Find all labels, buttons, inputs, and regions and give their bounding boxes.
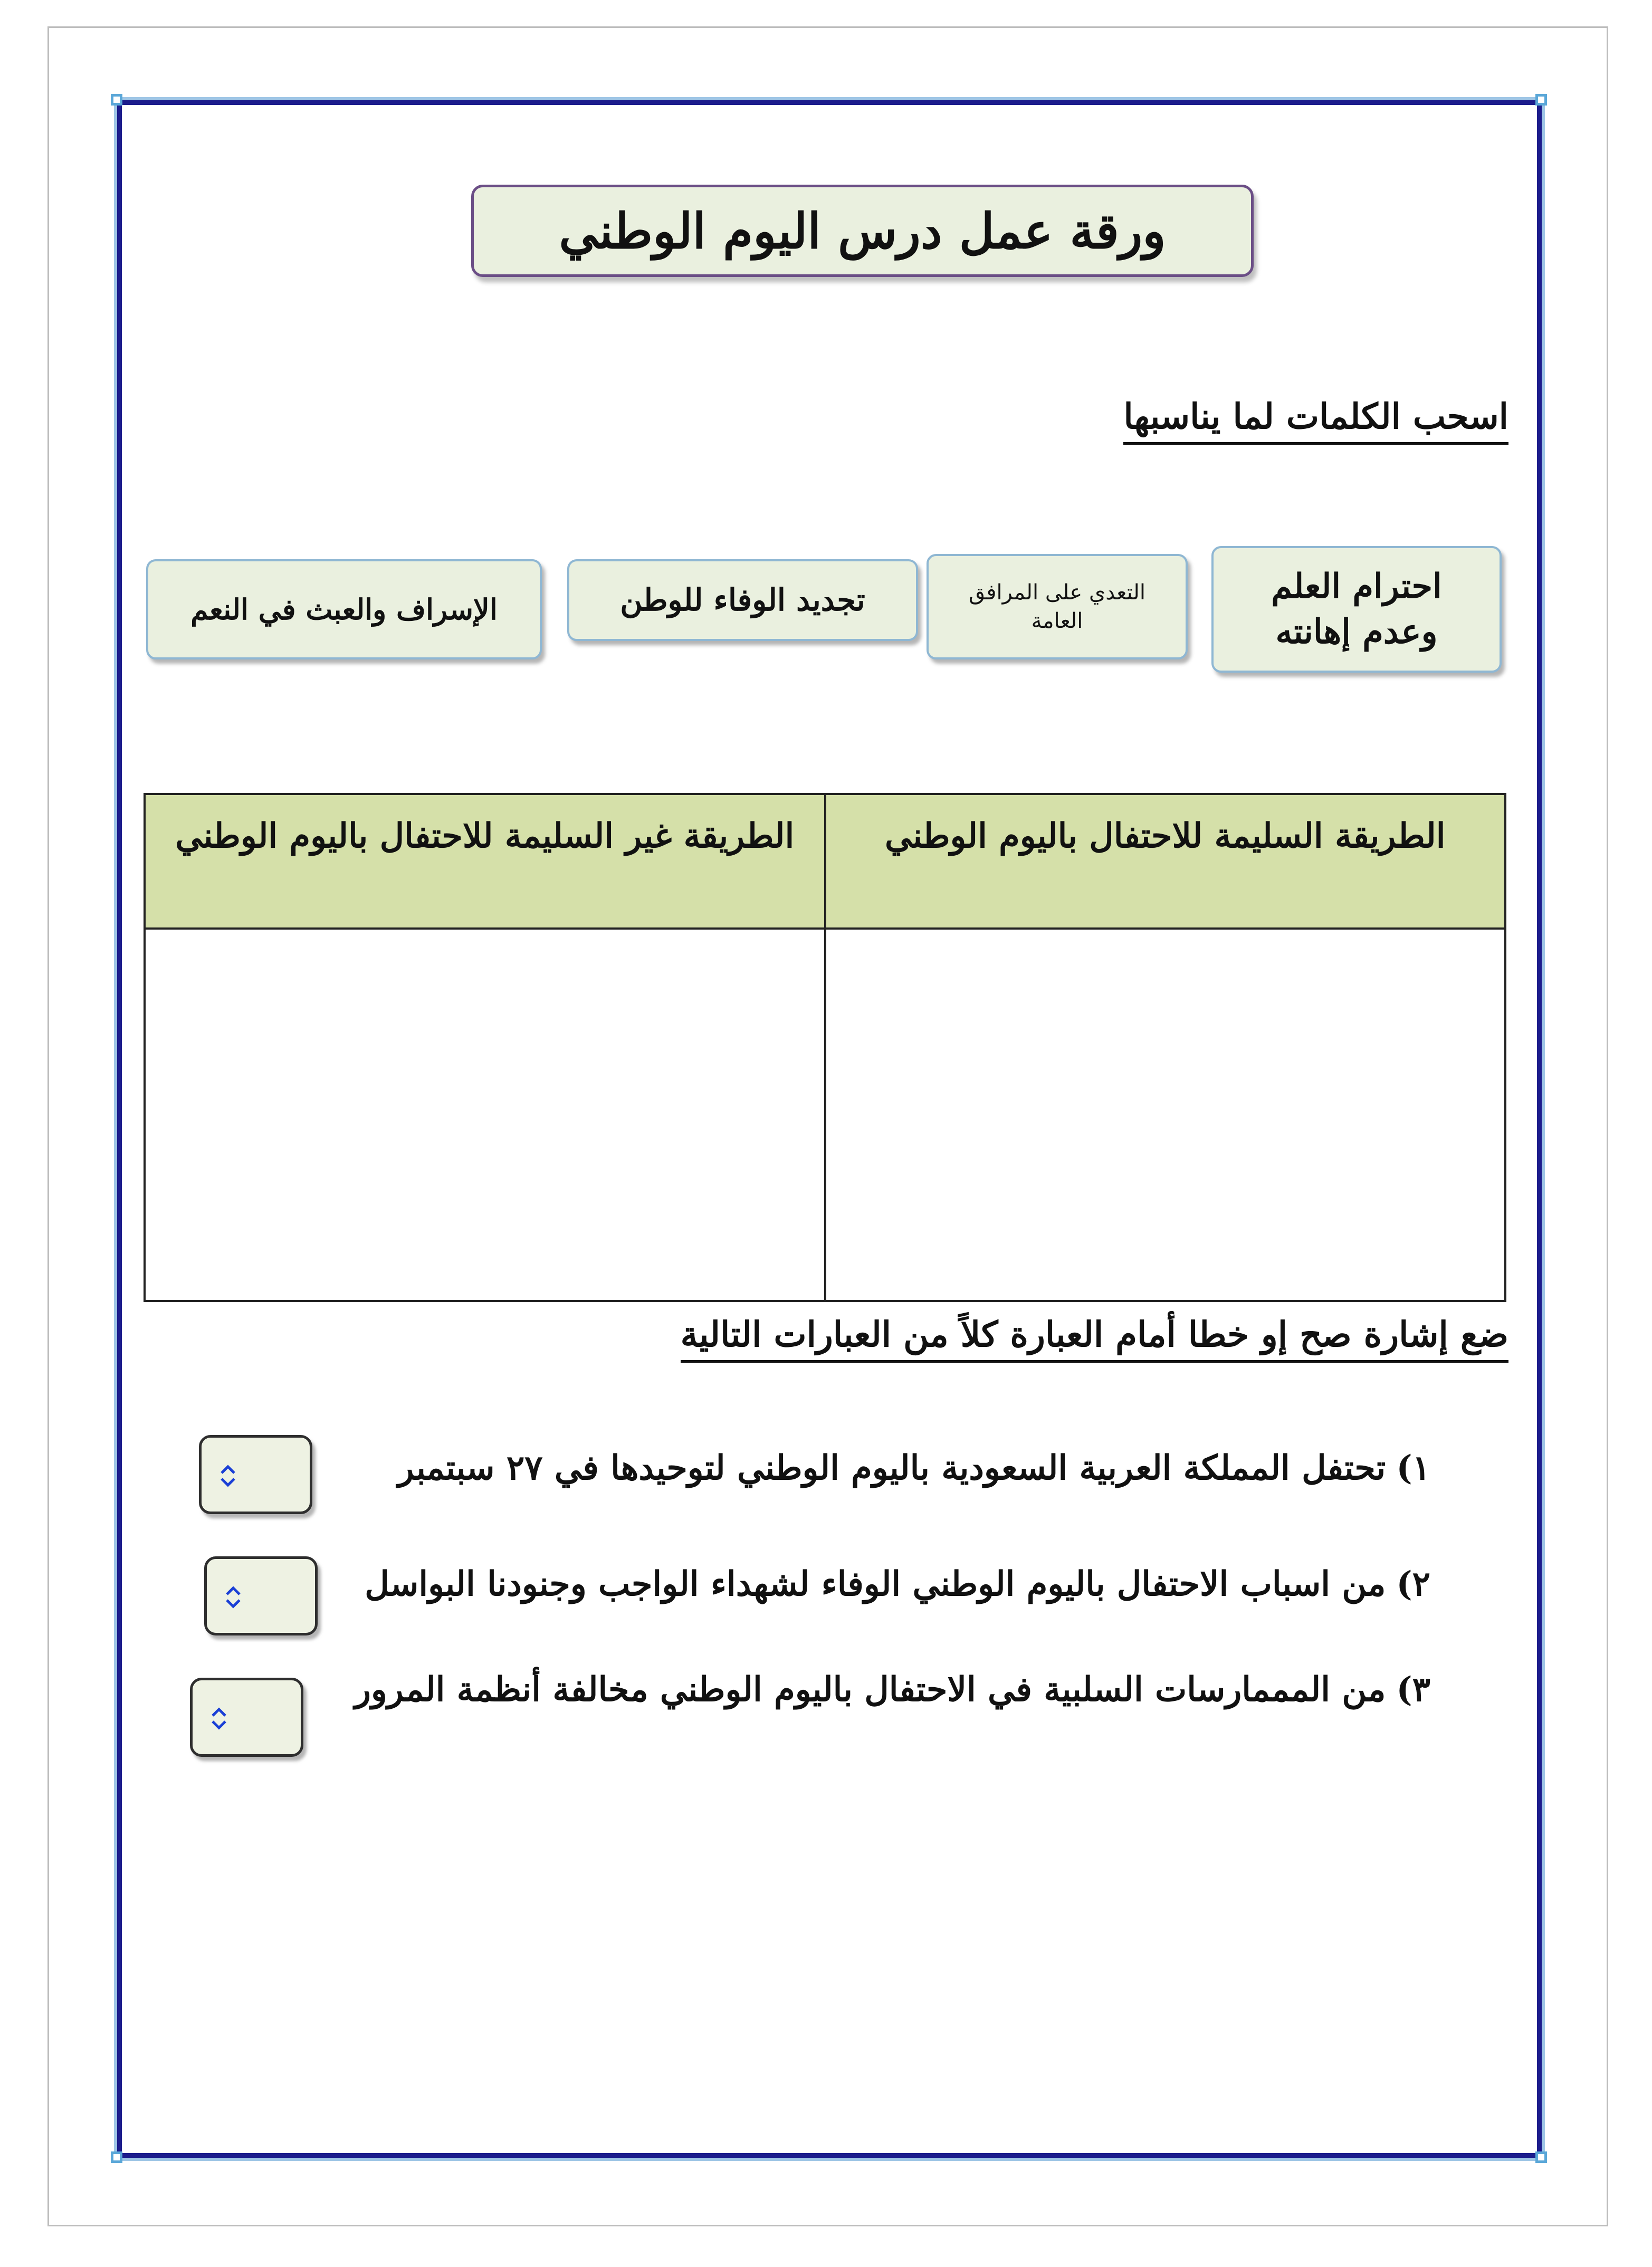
worksheet-title-text: ورقة عمل درس اليوم الوطني <box>559 202 1166 260</box>
up-down-chevron-icon <box>223 1583 244 1612</box>
drag-tile-respect-flag[interactable]: احترام العلم وعدم إهانته <box>1211 546 1502 673</box>
frame-corner <box>111 94 122 106</box>
statement-number: ١) <box>1396 1448 1430 1488</box>
drop-zone-incorrect-way[interactable] <box>145 929 825 1301</box>
statement-text: من اسباب الاحتفال باليوم الوطني الوفاء لشهداء الواجب وجنودنا البواسل <box>365 1564 1386 1604</box>
frame-corner <box>111 2151 122 2163</box>
drag-tile-renew-loyalty[interactable]: تجديد الوفاء للوطن <box>567 559 918 641</box>
statement-text: تحتفل المملكة العربية السعودية باليوم الوطني لتوحيدها في ٢٧ سبتمبر <box>397 1448 1386 1488</box>
up-down-chevron-icon <box>217 1461 238 1490</box>
true-false-instruction: ضع إشارة صح إو خطا أمام العبارة كلاً من العبارات التالية <box>681 1314 1508 1363</box>
drag-tile-wastefulness[interactable]: الإسراف والعبث في النعم <box>146 559 542 659</box>
statement-2 <box>365 1564 1430 1604</box>
answer-select-1[interactable] <box>199 1435 312 1514</box>
statement-3 <box>355 1670 1430 1709</box>
answer-select-3[interactable] <box>190 1678 303 1757</box>
frame-corner <box>1535 2151 1547 2163</box>
statement-text: من المممارسات السلبية في الاحتفال باليوم الوطني مخالفة أنظمة المرور <box>354 1670 1386 1709</box>
header-correct-way: الطريقة السليمة للاحتفال باليوم الوطني <box>825 794 1506 929</box>
frame-corner <box>1535 94 1547 106</box>
drag-tile-public-facilities[interactable]: التعدي على المرافق العامة <box>927 554 1188 659</box>
worksheet-title <box>471 185 1254 277</box>
statement-1 <box>398 1448 1430 1488</box>
header-incorrect-way: الطريقة غير السليمة للاحتفال باليوم الوطني <box>145 794 825 929</box>
statement-number: ٢) <box>1396 1564 1430 1604</box>
statement-number: ٣) <box>1396 1670 1430 1709</box>
drag-instruction: اسحب الكلمات لما يناسبها <box>1123 396 1508 445</box>
drop-zone-correct-way[interactable] <box>825 929 1506 1301</box>
answer-select-2[interactable] <box>204 1556 318 1635</box>
celebration-ways-table <box>144 793 1506 1302</box>
up-down-chevron-icon <box>208 1704 230 1733</box>
